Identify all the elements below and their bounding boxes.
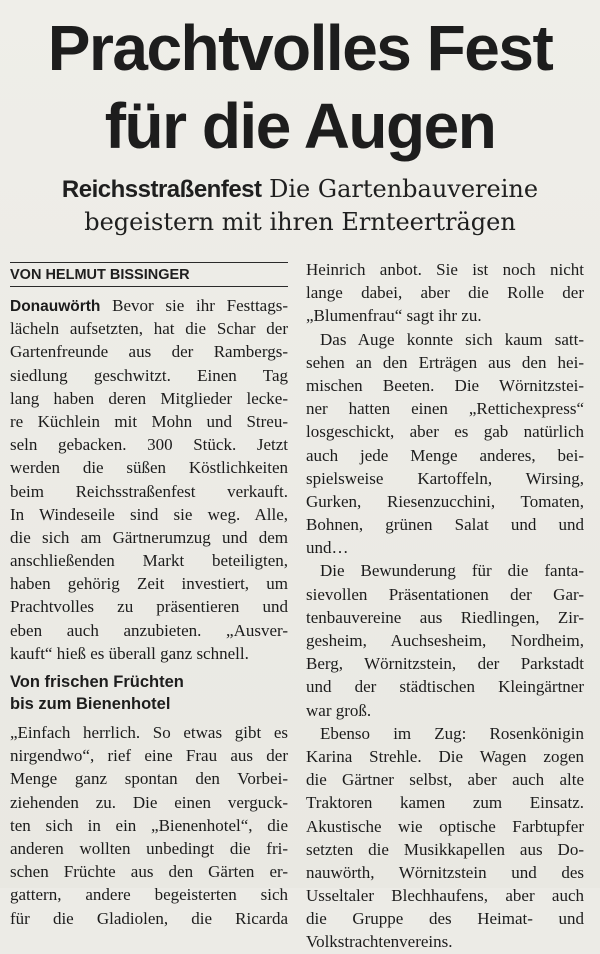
paragraph-line: Donauwörth Bevor sie ihr Festtags- xyxy=(10,296,289,315)
byline-rule-top xyxy=(10,262,288,263)
paragraph-line: spielsweise Kartoffeln, Wirsing, xyxy=(306,468,584,488)
paragraph-line: seln gebacken. 300 Stück. Jetzt xyxy=(10,435,288,455)
paragraph-line: die Gärtner selbst, aber auch alte xyxy=(306,770,584,790)
subheadline-line-2: begeistern mit ihren Ernteerträgen xyxy=(84,208,516,236)
paragraph-line: gesheim, Auchsesheim, Nordheim, xyxy=(306,631,584,650)
paragraph-line: Gurken, Riesenzucchini, Tomaten, xyxy=(306,491,584,511)
paragraph-line: sievollen Präsentationen der Gar- xyxy=(306,584,584,604)
paragraph-line: Akustische wie optische Farbtupfer xyxy=(306,816,584,836)
dateline: Donauwörth xyxy=(10,298,101,315)
paragraph-line: re Küchlein mit Mohn und Streu- xyxy=(10,411,288,431)
paragraph-line: In Windeseile sind sie weg. Alle, xyxy=(10,504,288,524)
paragraph-line: für die Gladiolen, die Ricarda xyxy=(10,908,288,928)
paragraph-line: und der städtischen Kleingärtner xyxy=(306,677,584,697)
paragraph-line: Traktoren kamen zum Einsatz. xyxy=(306,793,584,813)
paragraph-line: ziehenden zu. Die einen verguck- xyxy=(10,792,288,812)
paragraph-line: beim Reichsstraßenfest verkauft. xyxy=(10,481,288,501)
paragraph-line: Ebenso im Zug: Rosenkönigin xyxy=(320,723,584,743)
paragraph-line: Das Auge konnte sich kaum satt- xyxy=(320,329,584,349)
paragraph-line: mischen Beeten. Die Wörnitzstei- xyxy=(306,375,584,395)
paragraph-line: Usseltaler Blechhaufens, aber auch xyxy=(306,886,584,906)
crosshead-line-1: Von frischen Früchten xyxy=(10,673,184,691)
paragraph-line: haben gehörig Zeit investiert, um xyxy=(10,574,288,594)
paragraph-line: losgeschickt, aber es gab natürlich xyxy=(306,422,584,442)
paragraph-line: kauft“ hieß es überall ganz schnell. xyxy=(10,643,249,663)
subheadline-line-1 xyxy=(0,172,600,207)
article-column-1 xyxy=(10,294,288,930)
paragraph-line: auch jede Menge anderes, bei- xyxy=(306,445,584,465)
headline-line-2: für die Augen xyxy=(104,90,496,162)
paragraph-line: nirgendwo“, rief eine Frau aus der xyxy=(10,746,288,766)
paragraph-line: Prachtvolles zu präsentieren und xyxy=(10,597,288,617)
paragraph-line: Die Bewunderung für die fanta- xyxy=(320,561,584,581)
paragraph-line: war groß. xyxy=(306,700,372,720)
paragraph-line: werden die süßen Köstlichkeiten xyxy=(10,458,288,478)
paragraph-line: anschließenden Markt beteiligten, xyxy=(10,551,288,571)
paragraph-line: nauwörth, Wörnitzstein und des xyxy=(306,862,584,882)
paragraph-line: Volkstrachtenvereins. xyxy=(306,932,453,952)
paragraph-line: tenbauvereine aus Riedlingen, Zir- xyxy=(306,607,584,627)
paragraph-line: „Blumenfrau“ sagt ihr zu. xyxy=(306,306,482,326)
paragraph-line: eben auch anzubieten. „Ausver- xyxy=(10,620,288,640)
paragraph-line: Menge ganz spontan den Vorbei- xyxy=(10,769,288,789)
crosshead-line-2: bis zum Bienenhotel xyxy=(10,695,171,713)
paragraph-line: und… xyxy=(306,538,349,558)
paragraph-line: anderen wollten unbedingt die fri- xyxy=(10,838,288,858)
paragraph-line: Bohnen, grünen Salat und und xyxy=(306,515,584,535)
paragraph-line: siedlung geschwitzt. Einen Tag xyxy=(10,365,288,385)
paragraph-line: lächeln aufsetzten, hat die Schar der xyxy=(10,319,288,339)
byline: VON HELMUT BISSINGER xyxy=(10,267,190,283)
paragraph-line: lange dabei, aber die Rolle der xyxy=(306,283,584,303)
paragraph-line: Heinrich anbot. Sie ist noch nicht xyxy=(306,260,584,279)
paragraph-line: sehen an den Erträgen aus den hei- xyxy=(306,352,584,372)
paragraph-line: „Einfach herrlich. So etwas gibt es xyxy=(10,723,288,742)
paragraph-line: Berg, Wörnitzstein, der Parkstadt xyxy=(306,654,584,674)
paragraph-line: schen Früchte aus den Gärten er- xyxy=(10,862,288,882)
paragraph-line: die Gruppe des Heimat- und xyxy=(306,909,584,929)
paragraph-line: gattern, andere begeisterten sich xyxy=(10,885,288,905)
paragraph-line: die sich am Gärtnerumzug und dem xyxy=(10,527,288,547)
subheadline-text: Die Gartenbauvereine xyxy=(269,175,539,203)
article-column-2 xyxy=(306,258,584,954)
headline-line-1: Prachtvolles Fest xyxy=(47,12,553,84)
subheadline-kicker: Reichsstraßenfest xyxy=(61,176,262,203)
paragraph-line: lang haben deren Mitglieder lecke- xyxy=(10,388,288,408)
paragraph-line: ten sich in ein „Bienenhotel“, die xyxy=(10,815,288,835)
paragraph-line: Gartenfreunde aus der Rambergs- xyxy=(10,342,288,362)
byline-rule-bottom xyxy=(10,286,288,287)
paragraph-line: ner hatten einen „Rettichexpress“ xyxy=(306,399,584,419)
paragraph-line: Karina Strehle. Die Wagen zogen xyxy=(306,746,584,766)
paragraph-line: setzten die Musikkapellen aus Do- xyxy=(306,839,584,859)
